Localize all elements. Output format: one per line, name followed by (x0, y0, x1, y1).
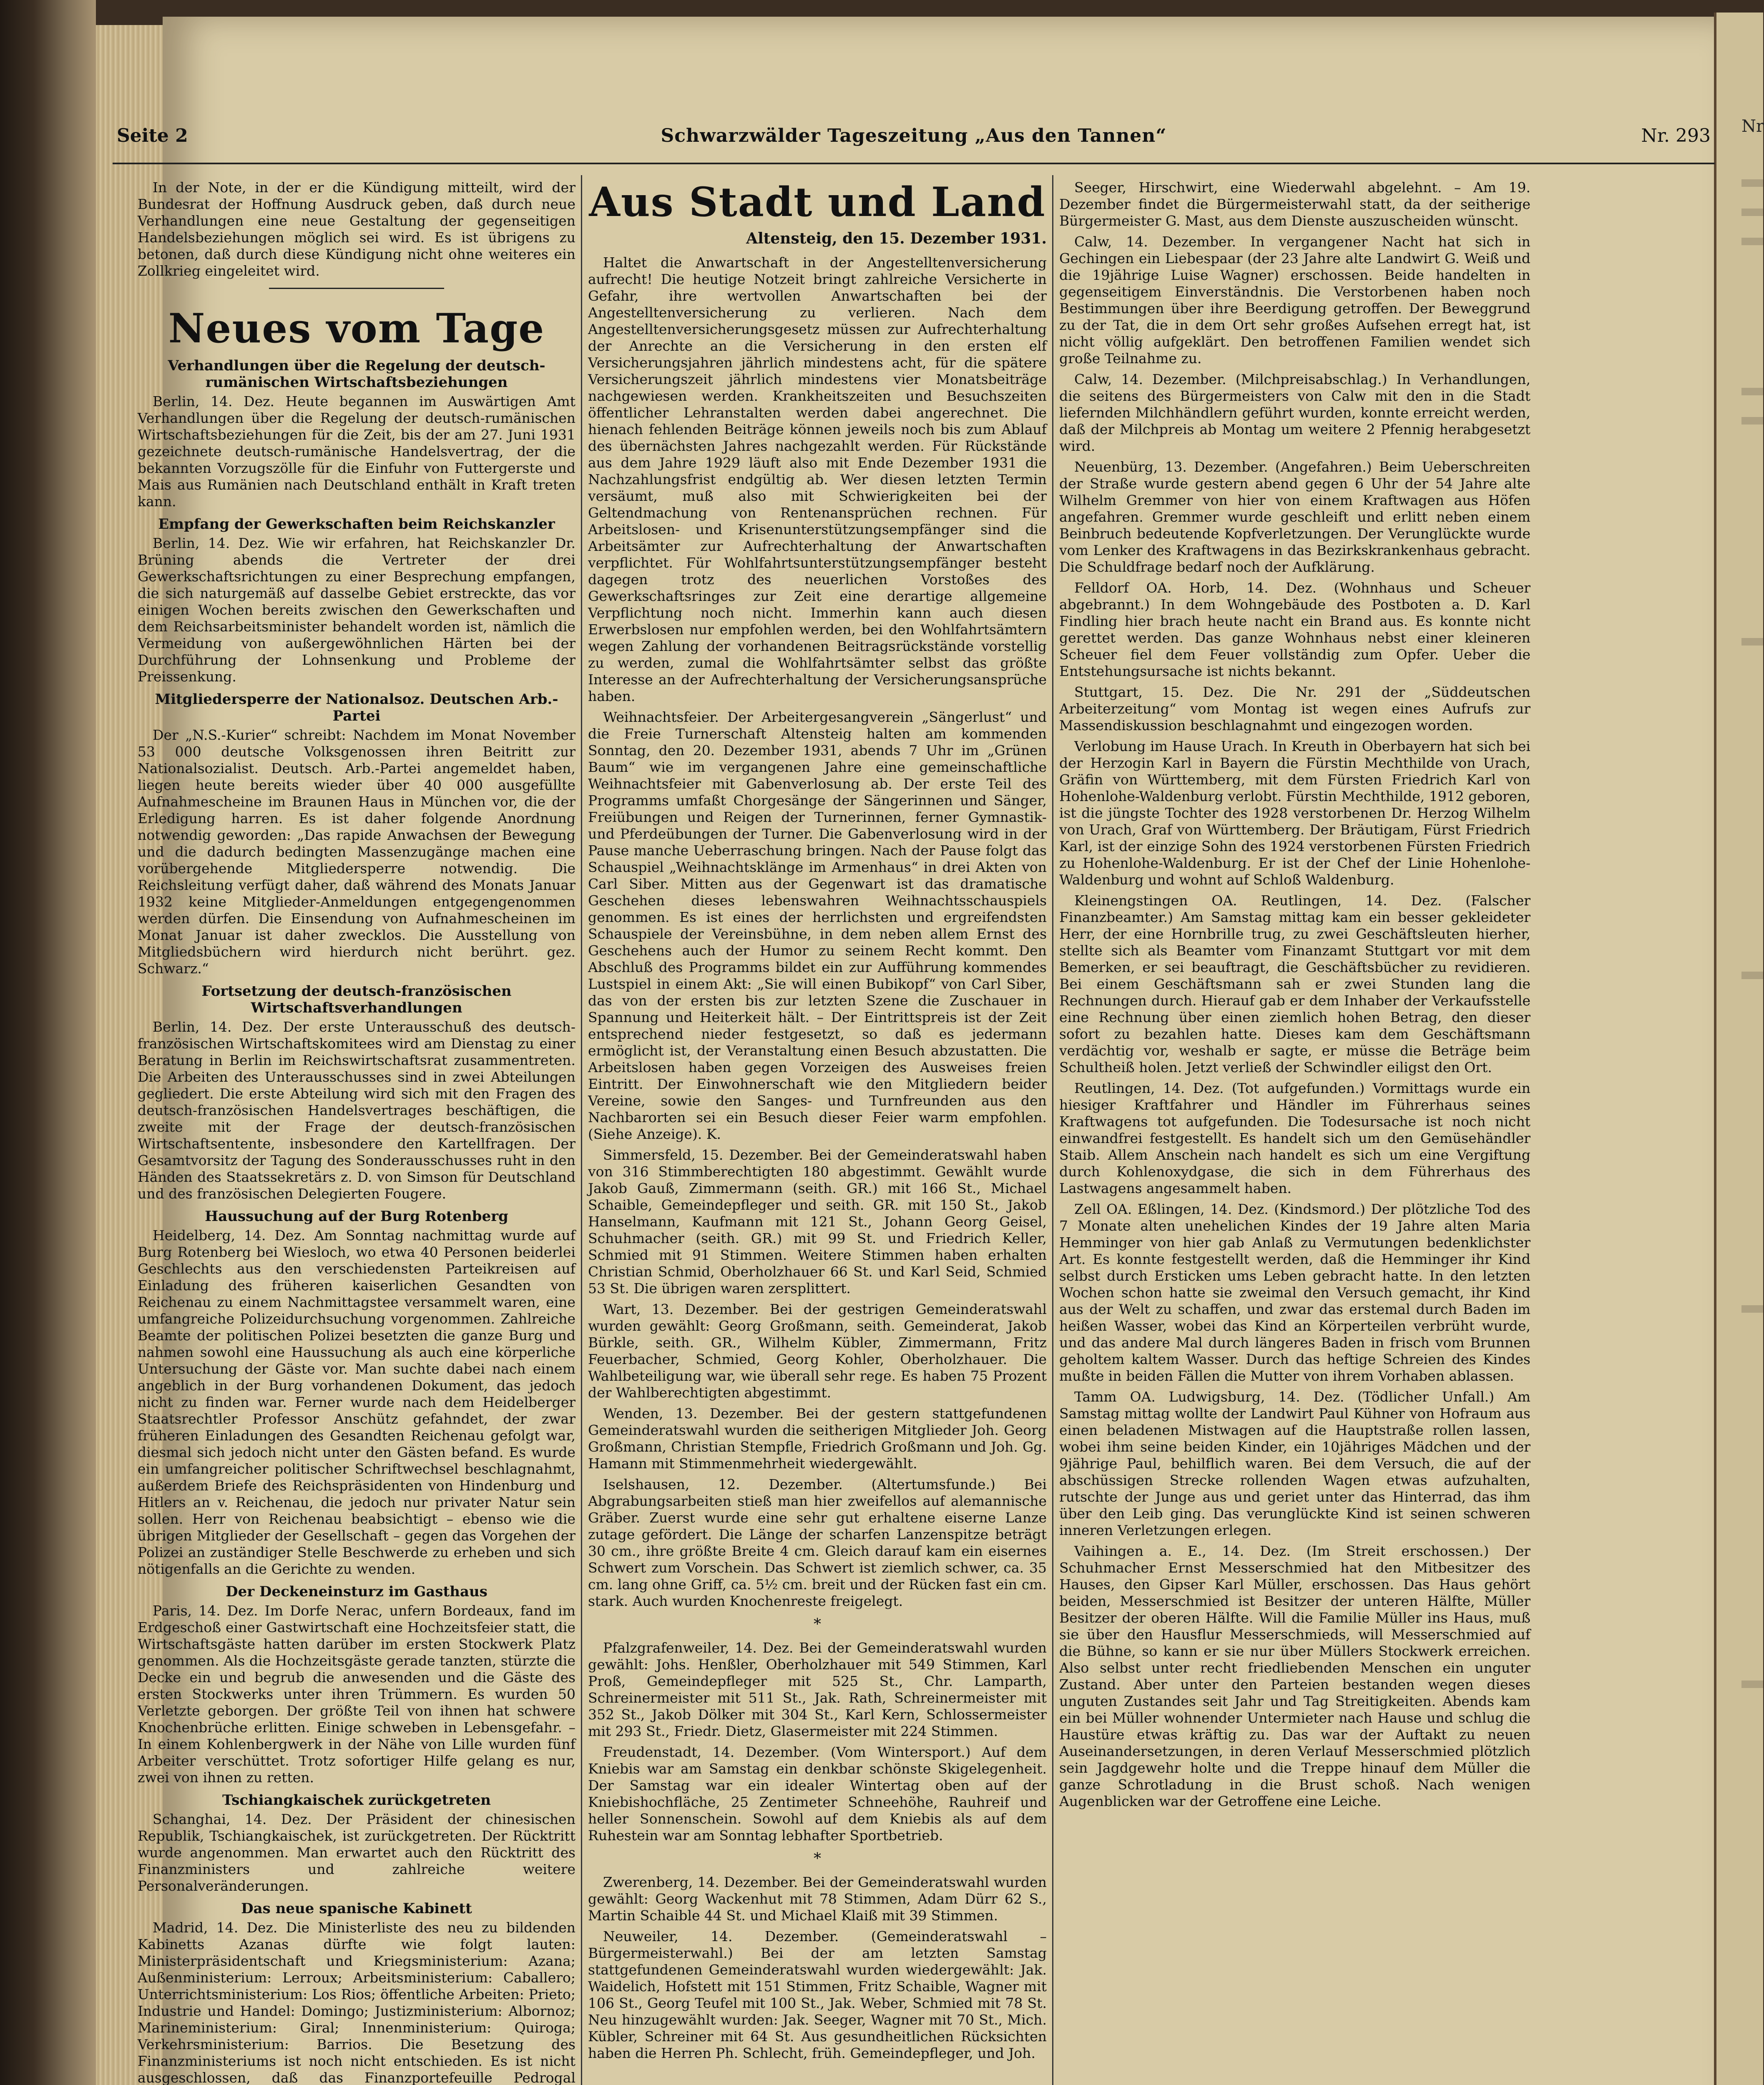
section-title: Neues vom Tage (168, 305, 545, 352)
column-2 (588, 179, 1047, 2066)
separator-star: * (814, 1850, 821, 1867)
article-headline: Haussuchung auf der Burg Rotenberg (205, 1208, 508, 1225)
column-3 (1059, 179, 1530, 1814)
next-page-text-line (1741, 638, 1763, 646)
article-text: Zwerenberg, 14. Dezember. Bei der Gemeinderatswahl wurden gewählt: Georg Wackenhut mit 78 Stimmen, Adam Dürr 62 S., Martin Schaible 44 St. und Michael Klaiß mit 39 Stimmen. (588, 1874, 1047, 1924)
dateline: Altensteig, den 15. Dezember 1931. (746, 230, 1047, 247)
newspaper-name: Schwarzwälder Tageszeitung „Aus den Tannen“ (661, 125, 1167, 146)
article-text: Calw, 14. Dezember. (Milchpreisabschlag.) In Verhandlungen, die seitens des Bürgermeisters von Calw mit den in die Stadt liefernden Milchhändlern geführt wurden, konnte erreicht werden, daß der Milchpreis ab Montag um weitere 2 Pfennig herabgesetzt wird. (1059, 371, 1530, 454)
article-headline: Der Deckeneinsturz im Gasthaus (226, 1583, 487, 1600)
article-text: Neuweiler, 14. Dezember. (Gemeinderatswahl – Bürgermeisterwahl.) Bei der am letzten Samstag stattgefundenen Gemeinderatswahl wurden wiedergewählt: Jak. Waidelich, Hofstett mit 151 Stimmen, Fritz Schaible, Wagner mit 106 St., Georg Teufel mit 100 St., Jak. Weber, Schmied mit 78 St. Neu hinzugewählt wurden: Jak. Seeger, Wagner mit 70 St., Mich. Kübler, Schreiner mit 64 St. Aus gesundheitlichen Rücksichten haben die Herren Ph. Schlecht, früh. Gemeindepfleger, und Joh. (588, 1928, 1047, 2061)
next-page-issue: Nr (1741, 117, 1764, 136)
article-text: Pfalzgrafenweiler, 14. Dez. Bei der Gemeinderatswahl wurden gewählt: Johs. Henßler, Oberholzhauer mit 549 Stimmen, Karl Proß, Gemeindepfleger mit 525 St., Chr. Lamparth, Schreinermeister mit 511 St., Jak. Rath, Schreinermeister mit 352 St., Jakob Dölker mit 304 St., Karl Kern, Schlossermeister mit 293 St., Friedr. Dietz, Glasermeister mit 224 Stimmen. (588, 1640, 1047, 1739)
article-text: Der „N.S.-Kurier“ schreibt: Nachdem im Monat November 53 000 deutsche Volksgenossen ihren Beitritt zur Nationalsozialist. Deutsch. Arb.-Partei angemeldet haben, liegen heute bereits wieder über 40 000 ausgefüllte Aufnahmescheine im Braunen Haus in München vor, die der Erledigung harren. Es ist daher folgende Anordnung notwendig geworden: „Das rapide Anwachsen der Bewegung und die dadurch bedingten Massenzugänge machen eine vorübergehende Mitgliedersperre notwendig. Die Reichsleitung verfügt daher, daß während des Monats Januar 1932 keine Mitglieder-Anmeldungen entgegengenommen werden dürfen. Die Einsendung von Aufnahmescheinen im Monat Januar ist daher zwecklos. Die Ausstellung von Mitgliedsbüchern wird hierdurch nicht berührt. gez. Schwarz.“ (138, 727, 575, 977)
next-page-text-line (1741, 417, 1763, 425)
article-headline: Das neue spanische Kabinett (241, 1900, 472, 1917)
article-text: Vaihingen a. E., 14. Dez. (Im Streit erschossen.) Der Schuhmacher Ernst Messerschmied hat den Mitbesitzer des Hauses, den Gipser Karl Müller, erschossen. Das Haus gehört beiden, Messerschmied ist Besitzer der unteren Hälfte, Müller Besitzer der oberen Hälfte. Will die Familie Müller ins Haus, muß sie über den Hausflur Messerschmieds, will Messerschmied auf die Bühne, so kann er sie nur über Müllers Stockwerk erreichen. Also selbst unter recht friedliebenden Menschen ein unguter Zustand. Aber unter den Parteien bestanden wegen dieses unguten Zustandes seit Jahr und Tag Streitigkeiten. Abends kam ein bei Müller wohnender Untermieter nach Hause und schlug die Haustüre etwas kräftig zu. Das war der Auftakt zu neuen Auseinandersetzungen, in deren Verlauf Messerschmied plötzlich sein Jagdgewehr holte und die Treppe hinauf dem Müller die ganze Schrotladung in die Brust schoß. Nach wenigen Augenblicken war der Getroffene eine Leiche. (1059, 1543, 1530, 1809)
article-text: Haltet die Anwartschaft in der Angestelltenversicherung aufrecht! Die heutige Notzeit bringt zahlreiche Versicherte in Gefahr, ihre wertvollen Anwartschaften bei der Angestelltenversicherung zu verlieren. Nach dem Angestelltenversicherungsgesetz müssen zur Aufrechterhaltung der Anrechte an die Versicherung in den ersten elf Versicherungsjahren jährlich mindestens acht, für die spätere Versicherungszeit jährlich mindestens vier Monatsbeiträge nachgewiesen werden. Krankheitszeiten und Besuchszeiten öffentlicher Lehranstalten werden dabei angerechnet. Die hienach fehlenden Beiträge können jeweils noch bis zum Ablauf des übernächsten Jahres nachgezahlt werden. Für Rückstände aus dem Jahre 1929 läuft also mit Ende Dezember 1931 die Nachzahlungsfrist endgültig ab. Wer diesen letzten Termin versäumt, muß also mit Schwierigkeiten bei der Geltendmachung von Rentenansprüchen rechnen. Für Arbeitslosen- und Krisenunterstützungsempfänger sind die Arbeitsämter zur Aufrechterhaltung der Anwartschaften verpflichtet. Für Wohlfahrtsunterstützungsempfänger besteht dagegen trotz des neuerlichen Vorstoßes des Gewerkschaftsringes zur Zeit eine derartige allgemeine Verpflichtung noch nicht. Immerhin kann auch diesen Erwerbslosen nur empfohlen werden, bei den Wohlfahrtsämtern wegen Zahlung der vorhandenen Beitragsrückstände vorstellig zu werden, zumal die Wohlfahrtsämter selbst das größte Interesse an der Aufrechterhaltung der Versicherungsansprüche haben. (588, 254, 1047, 704)
intro-paragraph: In der Note, in der er die Kündigung mitteilt, wird der Bundesrat der Hoffnung Ausdruck geben, daß durch neue Verhandlungen eine neue Gestaltung der gegenseitigen Handelsbeziehungen möglich sei wird. Es ist übrigens zu betonen, daß durch diese Kündigung nicht ohne weiteres ein Zollkrieg eingeleitet wird. (138, 179, 575, 279)
article-text: Wenden, 13. Dezember. Bei der gestern stattgefundenen Gemeinderatswahl wurden die seitherigen Mitglieder Joh. Georg Großmann, Christian Stempfle, Friedrich Großmann und Joh. Gg. Hamann mit Stimmenmehrheit wiedergewählt. (588, 1405, 1047, 1472)
article-text: Calw, 14. Dezember. In vergangener Nacht hat sich in Gechingen ein Liebespaar (der 23 Jahre alte Landwirt G. Weiß und die 19jährige Luise Wagner) erschossen. Beide handelten in gegenseitigem Einverständnis. Die Verstorbenen haben noch Bestimmungen über ihre Beerdigung getroffen. Der Beweggrund zu der Tat, die in dem Ort sehr großes Aufsehen erregt hat, ist nicht völlig aufgeklärt. Den betroffenen Familien wendet sich große Teilnahme zu. (1059, 234, 1530, 367)
next-page-text-line (1741, 972, 1763, 979)
article-text: Iselshausen, 12. Dezember. (Altertumsfunde.) Bei Abgrabungsarbeiten stieß man hier zweifellos auf alemannische Gräber. Zuerst wurde eine sehr gut erhaltene eiserne Lanze zutage gefördert. Die Länge der scharfen Lanzenspitze beträgt 30 cm., ihre größte Breite 4 cm. Gleich darauf kam ein eisernes Schwert zum Vorschein. Das Schwert ist ziemlich schwer, ca. 35 cm. lang ohne Griff, ca. 5½ cm. breit und der Rücken fast ein cm. stark. Auch wurden Knochenreste freigelegt. (588, 1476, 1047, 1609)
column-divider (581, 175, 582, 2085)
article-text: Freudenstadt, 14. Dezember. (Vom Wintersport.) Auf dem Kniebis war am Samstag ein denkbar schönste Skigelegenheit. Der Samstag war ein idealer Wintertag oben auf der Kniebishochfläche, 25 Zentimeter Schneehöhe, Rauhreif und heller Sonnenschein. Sowohl auf dem Kniebis als auf dem Ruhestein war am Sonntag lebhafter Sportbetrieb. (588, 1744, 1047, 1844)
page-number: Seite 2 (117, 125, 188, 146)
article-text: Seeger, Hirschwirt, eine Wiederwahl abgelehnt. – Am 19. Dezember findet die Bürgermeisterwahl statt, da der seitherige Bürgermeister G. Mast, aus dem Dienste auszuscheiden wünscht. (1059, 179, 1530, 229)
article-text: Stuttgart, 15. Dez. Die Nr. 291 der „Süddeutschen Arbeiterzeitung“ vom Montag ist wegen eines Aufrufs zur Massendiskussion beschlagnahmt und eingezogen worden. (1059, 684, 1530, 734)
next-page-text-line (1741, 1681, 1763, 1688)
separator-star: * (814, 1616, 821, 1633)
page-header (117, 125, 1711, 154)
section-title: Aus Stadt und Land (589, 178, 1046, 226)
article-headline: Verhandlungen über die Regelung der deutsch-rumänischen Wirtschaftsbeziehungen (168, 357, 545, 391)
header-rule (113, 163, 1715, 164)
next-page-text-line (1741, 179, 1763, 187)
article-headline: Empfang der Gewerkschaften beim Reichskanzler (158, 516, 555, 533)
article-text: Tamm OA. Ludwigsburg, 14. Dez. (Tödlicher Unfall.) Am Samstag mittag wollte der Landwirt Paul Kühner von Hofraum aus einen beladenen Mistwagen auf die Hauptstraße rollen lassen, wobei ihm seine beiden Kinder, ein 10jähriges Mädchen und der 9jährige Paul, behilflich waren. Bei dem Versuch, die auf der abschüssigen Strecke rollenden Wagen etwas aufzuhalten, rutschte der Junge aus und geriet unter das Hinterrad, das ihm über den Leib ging. Das verunglückte Kind ist seinen schweren inneren Verletzungen erlegen. (1059, 1389, 1530, 1538)
next-page-text-line (1741, 208, 1763, 216)
article-text: Neuenbürg, 13. Dezember. (Angefahren.) Beim Ueberschreiten der Straße wurde gestern abend gegen 6 Uhr der 54 Jahre alte Wilhelm Gremmer von hier von einem Kraftwagen aus Höfen angefahren. Gremmer wurde geschleift und erlitt neben einem Beinbruch bedeutende Kopfverletzungen. Der Verunglückte wurde vom Lenker des Kraftwagens in das Bezirkskrankenhaus gebracht. Die Schuldfrage bedarf noch der Aufklärung. (1059, 459, 1530, 575)
next-page-fragment (1714, 13, 1763, 2085)
article-text: Simmersfeld, 15. Dezember. Bei der Gemeinderatswahl haben von 316 Stimmberechtigten 180 abgestimmt. Gewählt wurde Jakob Gauß, Zimmermann (seith. GR.) mit 166 St., Michael Schaible, Gemeindepfleger und seith. GR. mit 150 St., Jakob Hanselmann, Kaufmann mit 121 St., Johann Georg Geisel, Schuhmacher (seith. GR.) mit 99 St. und Friedrich Keller, Schmied mit 91 Stimmen. Weitere Stimmen haben erhalten Christian Schmid, Oberholzhauer 66 St. und Karl Seid, Schmied 53 St. Die übrigen waren zersplittert. (588, 1147, 1047, 1296)
column-1 (138, 179, 575, 2085)
column-divider (1052, 175, 1053, 2085)
article-headline: Tschiangkaischek zurückgetreten (222, 1792, 491, 1809)
article-text: Paris, 14. Dez. Im Dorfe Nerac, unfern Bordeaux, fand im Erdgeschoß einer Gastwirtschaft eine Hochzeitsfeier statt, die Wirtschaftsgäste hatten darüber im ersten Stockwerk Platz genommen. Als die Hochzeitsgäste gerade tanzten, stürzte die Decke ein und begrub die anwesenden und die Gäste des ersten Stockwerks unter ihren Trümmern. Es wurden 50 Verletzte geborgen. Der größte Teil von ihnen hat schwere Knochenbrüche erlitten. Einige schweben in Lebensgefahr. – In einem Kohlenbergwerk in der Nähe von Lille wurden fünf Arbeiter verschüttet. Trotz sofortiger Hilfe gelang es nur, zwei von ihnen zu retten. (138, 1603, 575, 1786)
article-text: Heidelberg, 14. Dez. Am Sonntag nachmittag wurde auf Burg Rotenberg bei Wiesloch, wo etwa 40 Personen beiderlei Geschlechts aus den verschiedensten Parteikreisen auf Einladung des früheren kaiserlichen Gesandten von Reichenau zu einem Nachmittagstee versammelt waren, eine umfangreiche Polizeidurchsuchung vorgenommen. Zahlreiche Beamte der politischen Polizei besetzten die ganze Burg und nahmen sowohl eine Haussuchung als auch eine körperliche Untersuchung der Gäste vor. Man suchte dabei nach einem angeblich in der Burg vorhandenen Dokument, das jedoch nicht zu finden war. Ferner wurde nach dem Heidelberger Staatsrechtler Professor Anschütz gefahndet, der zwar früheren Einladungen des Gesandten Reichenau gefolgt war, diesmal sich jedoch nicht unter den Gästen befand. Es wurde ein umfangreicher politischer Schriftwechsel beschlagnahmt, außerdem Briefe des Reichspräsidenten von Hindenburg und Hitlers an v. Reichenau, die jedoch nur privater Natur sein sollen. Herr von Reichenau beabsichtigt – ebenso wie die übrigen Mitglieder der Gesellschaft – gegen das Vorgehen der Polizei an zuständiger Stelle Beschwerde zu erheben und sich nötigenfalls an die Gerichte zu wenden. (138, 1227, 575, 1577)
article-text: Weihnachtsfeier. Der Arbeitergesangverein „Sängerlust“ und die Freie Turnerschaft Altensteig halten am kommenden Sonntag, den 20. Dezember 1931, abends 7 Uhr im „Grünen Baum“ wie im vergangenen Jahre eine gemeinschaftliche Weihnachtsfeier mit Gabenverlosung ab. Der erste Teil des Programms umfaßt Chorgesänge der Sängerinnen und Sänger, Freiübungen und Reigen der Turnerinnen, ferner Gymnastik- und Pferdeübungen der Turner. Die Gabenverlosung wird in der Pause manche Ueberraschung bringen. Nach der Pause folgt das Schauspiel „Weihnachtsklänge im Armenhaus“ in drei Akten von Carl Siber. Mitten aus der Gegenwart ist das dramatische Geschehen dieses lebenswahren Weihnachtsschauspiels genommen. Es ist eines der herrlichsten und ergreifendsten Schauspiele der Vereinsbühne, in dem neben allem Ernst des Geschehens auch der Humor zu seinem Recht kommt. Den Abschluß des Programms bildet ein zur Aufführung kommendes Lustspiel in einem Akt: „Sie will einen Bubikopf“ von Carl Siber, das von der ersten bis zur letzten Szene die Zuschauer in Spannung und Heiterkeit hält. – Der Eintrittspreis ist der Zeit entsprechend nieder festgesetzt, so daß es jedermann ermöglicht ist, der Veranstaltung einen Besuch abzustatten. Die Arbeitslosen haben gegen Vorzeigen des Ausweises freien Eintritt. Der Einwohnerschaft wie den Mitgliedern beider Vereine, sowie den Sanges- und Turnfreunden aus den Nachbarorten sei ein Besuch dieser Feier warm empfohlen. (Siehe Anzeige). K. (588, 709, 1047, 1142)
article-text: Wart, 13. Dezember. Bei der gestrigen Gemeinderatswahl wurden gewählt: Georg Großmann, seith. Gemeinderat, Jakob Bürkle, seith. GR., Wilhelm Kübler, Zimmermann, Fritz Feuerbacher, Schmied, Georg Kohler, Oberholzhauer. Die Wahlbeteiligung war, wie überall sehr rege. Es haben 75 Prozent der Wahlberechtigten abgestimmt. (588, 1301, 1047, 1401)
book-binding-edge (0, 0, 96, 2085)
next-page-text-line (1741, 388, 1763, 395)
article-headline: Fortsetzung der deutsch-französischen Wirtschaftsverhandlungen (201, 983, 512, 1016)
article-text: Kleinengstingen OA. Reutlingen, 14. Dez. (Falscher Finanzbeamter.) Am Samstag mittag kam ein besser gekleideter Herr, der eine Hornbrille trug, zu zwei Geschäftsleuten hierher, stellte sich als Beamter vom Finanzamt Stuttgart vor mit dem Bemerken, er sei beauftragt, die Geschäftsbücher zu revidieren. Bei einem Geschäftsmann sah er zwei Stunden lang die Rechnungen durch. Hierauf gab er dem Inhaber der Verkaufsstelle eine Rechnung über einen ziemlich hohen Betrag, den dieser sofort zu bezahlen hatte. Dieses kam dem Geschäftsmann verdächtig vor, weshalb er sagte, er müsse die Beträge beim Schultheiß holen. Jetzt verließ der Schwindler eiligst den Ort. (1059, 892, 1530, 1075)
next-page-text-line (1741, 1305, 1763, 1313)
article-text: Berlin, 14. Dez. Der erste Unterausschuß des deutsch-französischen Wirtschaftskomitees wird am Dienstag zu einer Beratung in Berlin im Reichswirtschaftsrat zusammentreten. Die Arbeiten des Unterausschusses sind in zwei Abteilungen gegliedert. Die erste Abteilung wird sich mit den Fragen des deutsch-französischen Handelsvertrages beschäftigen, die zweite mit der Frage der deutsch-französischen Wirtschaftsentente, insbesondere den Kartellfragen. Der Gesamtvorsitz der Tagung des Sonderausschusses ruht in den Händen des Staatssekretärs z. D. von Simson für Deutschland und des französischen Delegierten Fougere. (138, 1019, 575, 1202)
article-text: Felldorf OA. Horb, 14. Dez. (Wohnhaus und Scheuer abgebrannt.) In dem Wohngebäude des Postboten a. D. Karl Findling hier brach heute nacht ein Brand aus. Es konnte nicht gerettet werden. Das ganze Wohnhaus nebst einer kleineren Scheuer fiel dem Feuer vollständig zum Opfer. Ueber die Entstehungsursache ist nichts bekannt. (1059, 580, 1530, 679)
article-text: Schanghai, 14. Dez. Der Präsident der chinesischen Republik, Tschiangkaischek, ist zurückgetreten. Der Rücktritt wurde angenommen. Man erwartet auch den Rücktritt des Finanzministers und zahlreiche weitere Personalveränderungen. (138, 1811, 575, 1894)
article-text: Reutlingen, 14. Dez. (Tot aufgefunden.) Vormittags wurde ein hiesiger Kraftfahrer und Händler im Führerhaus seines Kraftwagens tot aufgefunden. Die Todesursache ist noch nicht einwandfrei festgestellt. Es handelt sich um den Gemüsehändler Staib. Allem Anschein nach handelt es sich um eine Vergiftung durch Kohlenoxydgase, die sich in dem Führerhaus des Lastwagens angesammelt haben. (1059, 1080, 1530, 1196)
article-headline: Mitgliedersperre der Nationalsoz. Deutschen Arb.-Partei (155, 691, 558, 724)
next-page-text-line (1741, 238, 1763, 245)
article-text: Berlin, 14. Dez. Wie wir erfahren, hat Reichskanzler Dr. Brüning abends die Vertreter der drei Gewerkschaftsrichtungen zu einer Besprechung empfangen, die sich naturgemäß auf dasselbe Gebiet erstreckte, das vor einigen Wochen bereits zwischen den Gewerkschaften und dem Reichsarbeitsminister behandelt worden ist, nämlich die Vermeidung von außergewöhnlichen Härten bei der Durchführung der Lohnsenkung und Probleme der Preissenkung. (138, 535, 575, 685)
article-text: Madrid, 14. Dez. Die Ministerliste des neu zu bildenden Kabinetts Azanas dürfte wie folgt lauten: Ministerpräsidentschaft und Kriegsministerium: Azana; Außenministerium: Lerroux; Arbeitsministerium: Caballero; Unterrichtsministerium: Los Rios; öffentliche Arbeiten: Prieto; Industrie und Handel: Domingo; Justizministerium: Albornoz; Marineministerium: Giral; Innenministerium: Quiroga; Verkehrsministerium: Barrios. Die Besetzung des Finanzministeriums ist noch nicht entschieden. Es ist nicht ausgeschlossen, daß das Finanzportefeuille Pedrogal (138, 1919, 575, 2085)
article-text: Verlobung im Hause Urach. In Kreuth in Oberbayern hat sich bei der Herzogin Karl in Bayern die Fürstin Mechthilde von Urach, Gräfin von Württemberg, mit dem Fürsten Friedrich Karl von Hohenlohe-Waldenburg verlobt. Fürstin Mechthilde, 1912 geboren, ist die jüngste Tochter des 1928 verstorbenen Dr. Herzog Wilhelm von Urach, Graf von Württemberg. Der Bräutigam, Fürst Friedrich Karl, ist der einzige Sohn des 1924 verstorbenen Fürsten Friedrich zu Hohenlohe-Waldenburg. Er ist der Chef der Linie Hohenlohe-Waldenburg und wohnt auf Schloß Waldenburg. (1059, 738, 1530, 888)
article-text: Zell OA. Eßlingen, 14. Dez. (Kindsmord.) Der plötzliche Tod des 7 Monate alten unehelichen Kindes der 19 Jahre alten Maria Hemminger von hier gab Anlaß zu Vermutungen bedenklichster Art. Es konnte festgestellt werden, daß die Hemminger ihr Kind selbst durch Ersticken ums Leben gebracht hatte. In den letzten Wochen schon hatte sie zweimal den Versuch gemacht, ihr Kind aus der Welt zu schaffen, und zwar das erstemal durch Baden im heißen Wasser, wobei das Kind an Körperteilen verbrüht wurde, und das andere Mal durch längeres Baden in frisch vom Brunnen geholtem kaltem Wasser. Durch das heftige Schreien des Kindes mußte in beiden Fällen die Mutter von ihrem Vorhaben ablassen. (1059, 1201, 1530, 1384)
section-rule (269, 288, 444, 289)
article-text: Berlin, 14. Dez. Heute begannen im Auswärtigen Amt Verhandlungen über die Regelung der deutsch-rumänischen Wirtschaftsbeziehungen für die Zeit, bis der am 27. Juni 1931 gezeichnete deutsch-rumänische Handelsvertrag, der die bekannten Vorzugszölle für die Einfuhr von Futtergerste und Mais aus Rumänien nach Deutschland enthält in Kraft treten kann. (138, 393, 575, 510)
issue-number: Nr. 293 (1641, 125, 1711, 146)
